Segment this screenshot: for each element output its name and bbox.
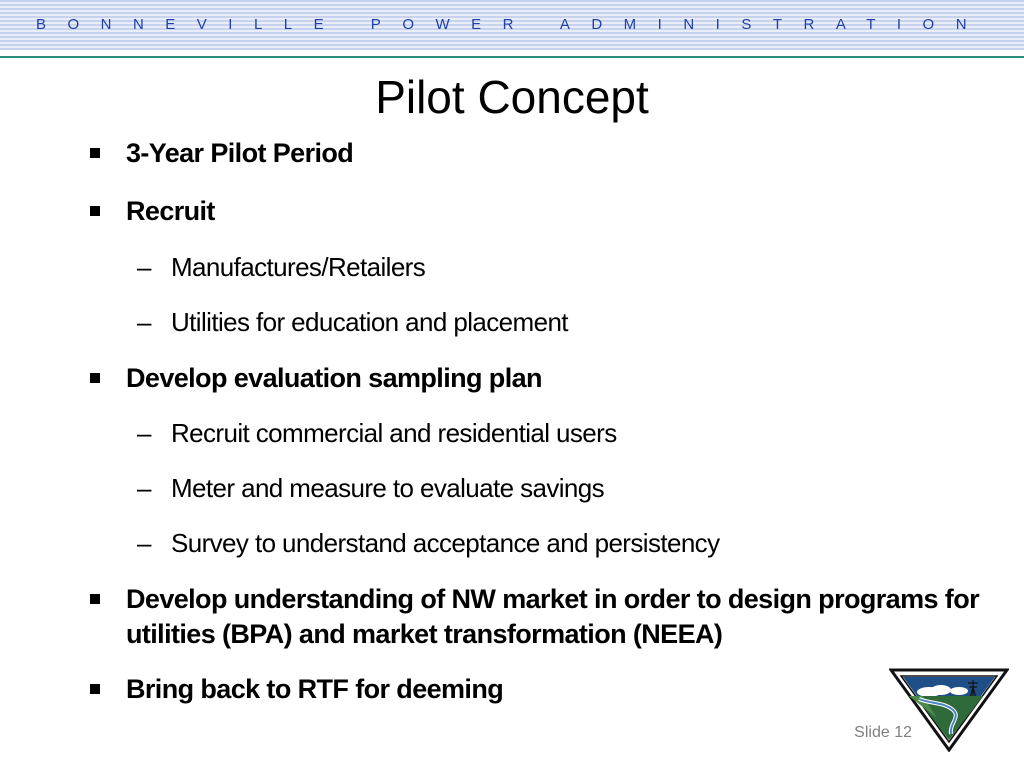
sub-bullet-text: Manufactures/Retailers <box>171 252 426 282</box>
sub-bullet-text: Meter and measure to evaluate savings <box>171 473 605 503</box>
bullet-text: 3-Year Pilot Period <box>126 138 354 168</box>
bullet-text: Develop evaluation sampling plan <box>126 363 542 393</box>
square-bullet-icon <box>90 684 100 694</box>
sub-bullet-text: Survey to understand acceptance and persistency <box>171 528 720 558</box>
sub-bullet-item <box>137 250 991 284</box>
dash-bullet-icon: – <box>137 307 151 337</box>
bullet-item <box>126 582 986 652</box>
sub-bullet-text: Recruit commercial and residential users <box>171 418 617 448</box>
bullet-text: Recruit <box>126 196 215 226</box>
bullet-text: Develop understanding of NW market in order to design programs for utilities (BPA) and market transformation (NEEA) <box>126 584 979 649</box>
dash-bullet-icon: – <box>137 528 151 558</box>
slide-title: Pilot Concept <box>375 71 649 123</box>
bpa-logo-icon <box>889 668 1009 752</box>
square-bullet-icon <box>90 594 100 604</box>
dash-bullet-icon: – <box>137 252 151 282</box>
sub-bullet-item <box>137 416 991 450</box>
sub-bullet-item <box>137 526 991 560</box>
bullet-item <box>126 672 986 707</box>
slide-number: Slide 12 <box>854 724 912 741</box>
bullet-item <box>126 136 986 171</box>
square-bullet-icon <box>90 373 100 383</box>
bullet-item <box>126 361 986 396</box>
square-bullet-icon <box>90 206 100 216</box>
sub-bullet-text: Utilities for education and placement <box>171 307 568 337</box>
org-name: BONNEVILLE POWER ADMINISTRATION <box>35 16 989 33</box>
bullet-text: Bring back to RTF for deeming <box>126 674 504 704</box>
dash-bullet-icon: – <box>137 473 151 503</box>
sub-bullet-item <box>137 471 991 505</box>
dash-bullet-icon: – <box>137 418 151 448</box>
bullet-item <box>126 194 986 229</box>
square-bullet-icon <box>90 148 100 158</box>
sub-bullet-item <box>137 305 991 339</box>
